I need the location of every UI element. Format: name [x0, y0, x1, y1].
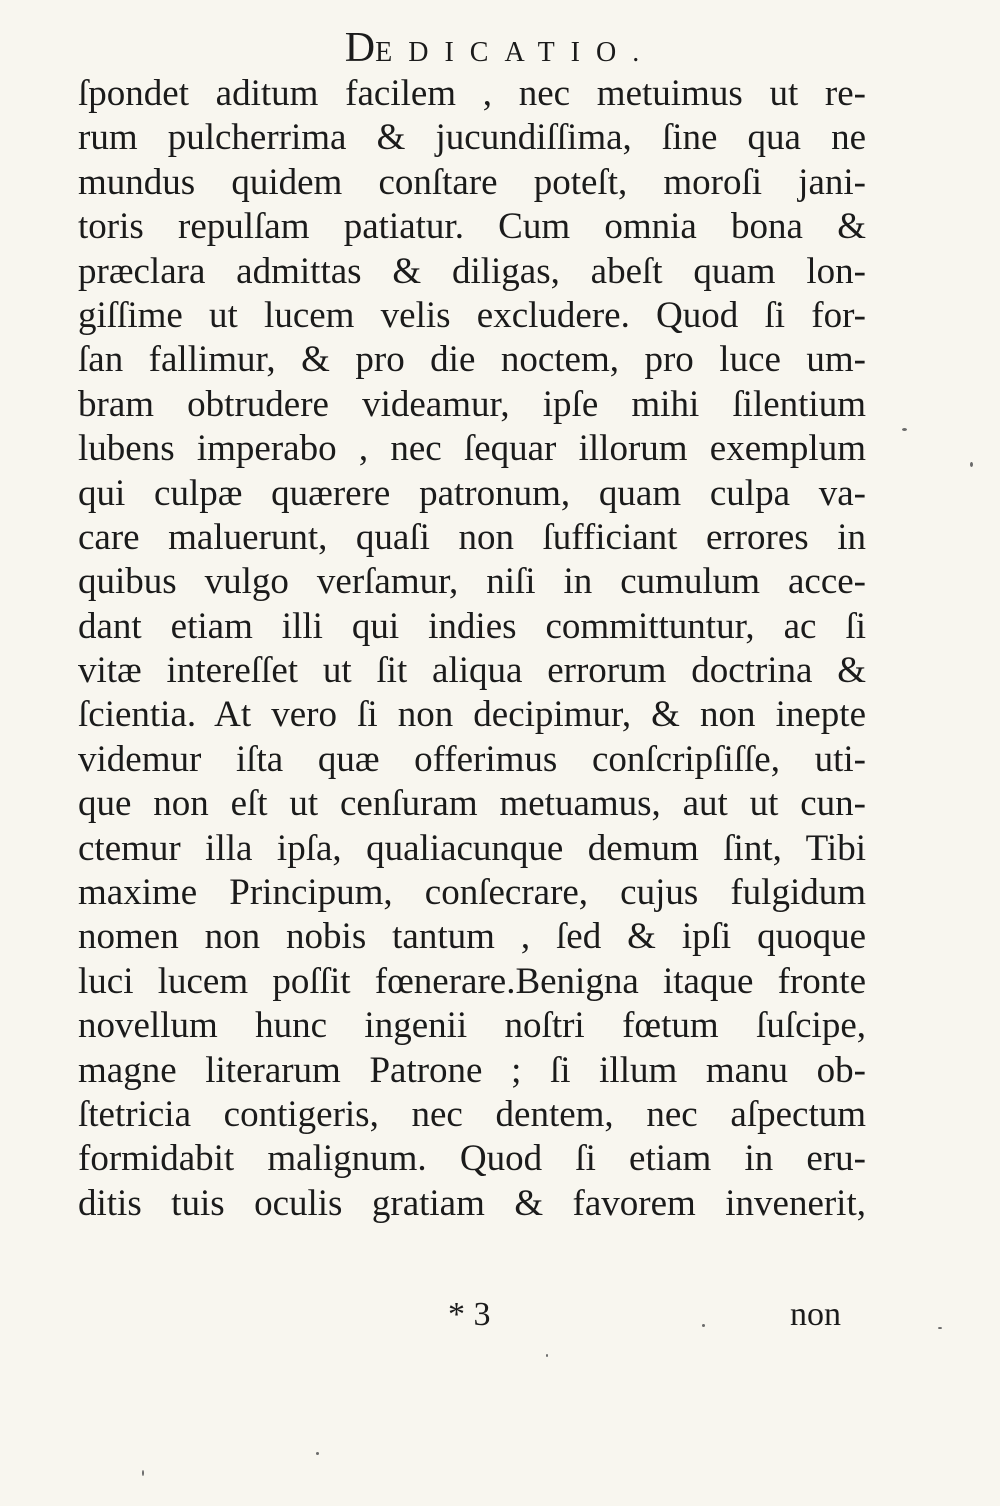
text-line: præclara admittas & diligas, abeſt quam lon- [78, 250, 866, 292]
text-line: care maluerunt, quaſi non ſufficiant errores in [78, 516, 866, 558]
text-line: novellum hunc ingenii noſtri fœtum ſuſcipe, [78, 1005, 866, 1047]
text-line: ctemur illa ipſa, qualiacunque demum ſint, Tibi [78, 827, 866, 869]
text-line: ſan fallimur, & pro die noctem, pro luce um- [78, 339, 866, 381]
text-line: magne literarum Patrone ; ſi illum manu ob- [78, 1049, 866, 1091]
paper-speck [902, 428, 907, 431]
text-line: mundus quidem conſtare poteſt, moroſi jani- [78, 161, 866, 203]
text-line: luci lucem poſſit fœnerare.Benigna itaque fronte [78, 960, 866, 1002]
text-line: nomen non nobis tantum , ſed & ipſi quoque [78, 916, 866, 958]
text-line: bram obtrudere videamur, ipſe mihi ſilentium [78, 383, 866, 425]
text-line: que non eſt ut cenſuram metuamus, aut ut cun- [78, 783, 866, 825]
paper-speck [546, 1354, 548, 1357]
text-line: ſpondet aditum facilem , nec metuimus ut re- [78, 73, 866, 114]
text-line: dant etiam illi qui indies committuntur, ac ſi [78, 605, 866, 647]
catchword: non [790, 1296, 841, 1333]
text-line: toris repulſam patiatur. Cum omnia bona & [78, 206, 866, 248]
header-initial: D [344, 25, 376, 71]
page-header [0, 22, 1000, 79]
text-line: qui culpæ quærere patronum, quam culpa va- [78, 472, 866, 514]
paper-speck [316, 1452, 319, 1455]
paper-speck [702, 1324, 705, 1327]
text-line: formidabit malignum. Quod ſi etiam in eru- [78, 1138, 866, 1180]
text-line: quibus vulgo verſamur, niſi in cumulum acce- [78, 561, 866, 603]
text-line: ditis tuis oculis gratiam & favorem invenerit, [78, 1182, 866, 1224]
text-line: videmur iſta quæ offerimus conſcripſiſſe, uti- [78, 738, 866, 780]
text-line: ſcientia. At vero ſi non decipimur, & non inepte [78, 694, 866, 736]
paper-speck [970, 462, 973, 467]
signature-mark: * 3 [448, 1296, 491, 1333]
text-line: maxime Principum, conſecrare, cujus fulgidum [78, 872, 866, 914]
text-line: giſſime ut lucem velis excludere. Quod ſi for- [78, 294, 866, 336]
text-line: lubens imperabo , nec ſequar illorum exemplum [78, 428, 866, 470]
paper-speck [142, 1470, 144, 1476]
text-line: ſtetricia contigeris, nec dentem, nec aſpectum [78, 1093, 866, 1135]
text-line: vitæ intereſſet ut ſit aliqua errorum doctrina & [78, 650, 866, 692]
page-footer [0, 1290, 1000, 1340]
header-title: EDICATIO. [375, 37, 656, 68]
paper-speck [938, 1327, 942, 1329]
text-line: rum pulcherrima & jucundiſſima, ſine qua ne [78, 117, 866, 159]
dedication-text [78, 72, 866, 1226]
